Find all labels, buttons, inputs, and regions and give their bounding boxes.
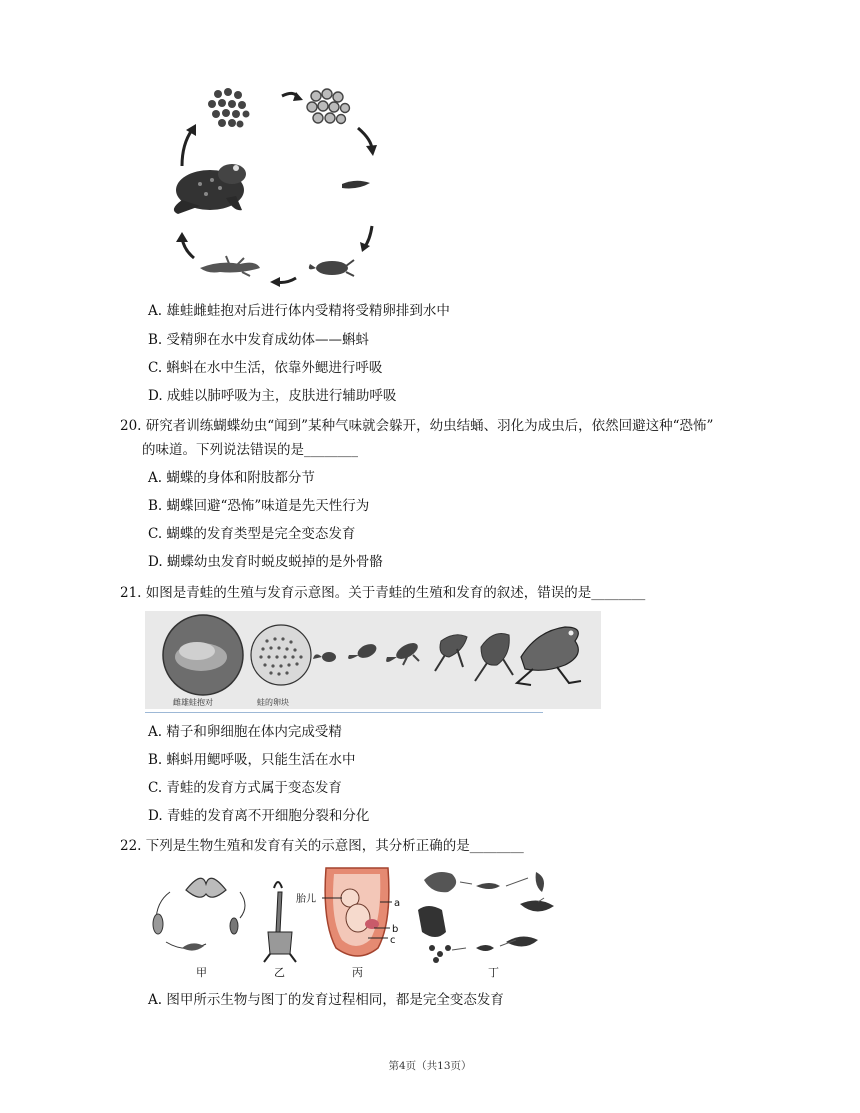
label-taier: 胎儿: [296, 894, 316, 905]
froglet: [200, 256, 260, 276]
label-bing: 丙: [352, 966, 363, 979]
tadpole-stage-2: [309, 260, 354, 276]
frog-life-cycle-figure: [160, 82, 400, 290]
tadpole-sequence: [313, 640, 420, 665]
q22-stem: 22. 下列是生物生殖和发育有关的示意图，其分析正确的是________: [120, 838, 524, 854]
diagram-jia-butterfly-cycle: [153, 878, 245, 979]
label-c: c: [390, 935, 396, 946]
reproduction-diagrams-figure: [146, 862, 566, 980]
fig-caption-mating: 雌雄蛙抱对: [173, 698, 213, 707]
q20-option-c[interactable]: C. 蝴蝶的发育类型是完全变态发育: [148, 526, 356, 542]
q19-option-b[interactable]: B. 受精卵在水中发育成幼体——蝌蚪: [148, 332, 370, 348]
q21-stem: 21. 如图是青蛙的生殖与发育示意图。关于青蛙的生殖和发育的叙述，错误的是________: [120, 585, 646, 601]
fig-caption-eggs: 蛙的卵块: [257, 698, 289, 707]
q21-option-b[interactable]: B. 蝌蚪用鳃呼吸，只能生活在水中: [148, 752, 356, 768]
diagram-bing-fetus: [296, 868, 400, 979]
adult-frog: [174, 164, 246, 214]
diagram-ding-frog-cycle: [418, 872, 554, 979]
tadpole-stage-1: [342, 181, 370, 189]
developing-eggs: [307, 89, 350, 124]
frog-development-strip-figure: [145, 611, 601, 709]
label-yi: 乙: [274, 966, 285, 979]
page-footer: 第4页（共13页）: [388, 1060, 472, 1072]
egg-cluster: [208, 88, 250, 128]
young-frog-sequence: [435, 634, 513, 682]
q21-option-c[interactable]: C. 青蛙的发育方式属于变态发育: [148, 780, 342, 796]
diagram-yi-grafting: [264, 882, 296, 979]
q20-stem-line1: 20. 研究者训练蝴蝶幼虫“闻到”某种气味就会躲开，幼虫结蛹、羽化为成虫后，依然回避这种“恐怖”: [120, 418, 714, 434]
q19-option-d[interactable]: D. 成蛙以肺呼吸为主，皮肤进行辅助呼吸: [148, 388, 397, 404]
q19-option-c[interactable]: C. 蝌蚪在水中生活，依靠外鳃进行呼吸: [148, 360, 383, 376]
label-b: b: [392, 924, 399, 935]
q22-option-a[interactable]: A. 图甲所示生物与图丁的发育过程相同，都是完全变态发育: [148, 992, 504, 1008]
q21-option-a[interactable]: A. 精子和卵细胞在体内完成受精: [148, 724, 342, 740]
q20-stem-line2: 的味道。下列说法错误的是________: [142, 442, 358, 458]
mating-frogs-circle: [163, 615, 243, 695]
q19-option-a[interactable]: A. 雄蛙雌蛙抱对后进行体内受精将受精卵排到水中: [148, 303, 450, 319]
label-ding: 丁: [488, 966, 499, 979]
q20-option-b[interactable]: B. 蝴蝶回避“恐怖”味道是先天性行为: [148, 498, 370, 514]
figure-underline: [145, 712, 543, 713]
label-jia: 甲: [196, 966, 207, 979]
q21-option-d[interactable]: D. 青蛙的发育离不开细胞分裂和分化: [148, 808, 370, 824]
q20-option-d[interactable]: D. 蝴蝶幼虫发育时蜕皮蜕掉的是外骨骼: [148, 554, 383, 570]
q20-option-a[interactable]: A. 蝴蝶的身体和附肢都分节: [148, 470, 315, 486]
adult-frog-strip: [517, 627, 581, 685]
label-a: a: [394, 898, 401, 909]
egg-mass-circle: [251, 625, 311, 685]
